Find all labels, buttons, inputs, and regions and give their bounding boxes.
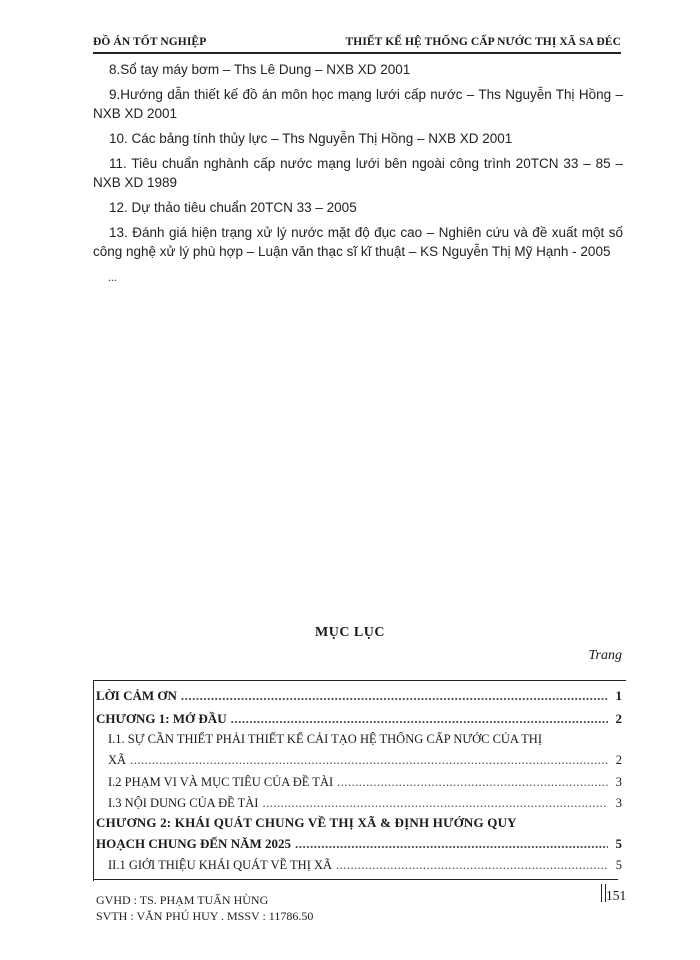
toc-entry-1-2[interactable]: [108, 775, 622, 790]
reference-item: 12. Dự thảo tiêu chuẩn 20TCN 33 – 2005: [109, 200, 357, 215]
toc-title: MỤC LỤC: [315, 625, 385, 640]
toc-entry-chapter-1[interactable]: [96, 711, 622, 727]
toc-entry-label: XÃ: [108, 753, 127, 767]
reference-list: [93, 60, 623, 267]
toc-entry-page: 2: [615, 753, 622, 767]
toc-leader-dots: [337, 775, 608, 790]
toc-entry-page: 2: [615, 711, 622, 726]
toc-entry-1-1-line1[interactable]: I.1. SỰ CẦN THIẾT PHẢI THIẾT KẾ CẢI TẠO HỆ THỐNG CẤP NƯỚC CỦA THỊ: [108, 732, 542, 746]
toc-entry-1-1[interactable]: [108, 753, 622, 768]
toc-leader-dots: [336, 858, 608, 873]
reference-item: 9.Hướng dẫn thiết kế đồ án môn học mạng lưới cấp nước – Ths Nguyễn Thị Hồng – NXB XD 2001: [93, 87, 623, 121]
page-number: 151: [606, 888, 627, 903]
reference-item: 11. Tiêu chuẩn nghành cấp nước mạng lưới bên ngoài công trình 20TCN 33 – 85 – NXB XD 1989: [93, 156, 623, 190]
toc-entry-chapter-2[interactable]: [96, 836, 622, 852]
toc-page-label: Trang: [588, 648, 622, 663]
toc-entry-acknowledgements[interactable]: [96, 688, 622, 704]
toc-entry-page: 5: [615, 836, 622, 851]
toc-entry-1-3[interactable]: [108, 796, 622, 811]
toc-leader-dots: [262, 796, 608, 811]
toc-entry-page: 3: [615, 796, 622, 810]
reference-item: 13. Đánh giá hiện trạng xử lý nước mặt độ đục cao – Nghiên cứu và đề xuất một số công nghệ xử lý phù hợp – Luận văn thạc sĩ kĩ thuật – KS Nguyễn Thị Mỹ Hạnh - 2005: [93, 225, 623, 259]
toc-entry-label: I.3 NỘI DUNG CỦA ĐỀ TÀI: [108, 796, 259, 810]
reference-ellipsis: ...: [108, 270, 117, 284]
toc-entry-page: 1: [615, 688, 622, 703]
header-left-title: ĐỒ ÁN TỐT NGHIỆP: [93, 36, 207, 48]
header-divider: [93, 52, 621, 54]
reference-item: 8.Sổ tay máy bơm – Ths Lê Dung – NXB XD 2001: [109, 62, 411, 77]
header-right-title: THIẾT KẾ HỆ THỐNG CẤP NƯỚC THỊ XÃ SA ĐÉC: [345, 36, 621, 48]
toc-entry-label: CHƯƠNG 1: MỞ ĐẦU: [96, 711, 227, 726]
toc-entry-label: II.1 GIỚI THIỆU KHÁI QUÁT VỀ THỊ XÃ: [108, 858, 333, 872]
page-header: [93, 36, 621, 52]
footer-advisor: GVHD : TS. PHẠM TUẤN HÙNG: [96, 893, 269, 907]
toc-entry-label: I.2 PHẠM VI VÀ MỤC TIÊU CỦA ĐỀ TÀI: [108, 775, 334, 789]
toc-leader-dots: [181, 688, 608, 704]
toc-entry-label: HOẠCH CHUNG ĐẾN NĂM 2025: [96, 836, 291, 851]
page-footer: [96, 892, 313, 924]
toc-frame-bottom-rule: [93, 879, 618, 880]
toc-entry-chapter-2-line1[interactable]: CHƯƠNG 2: KHÁI QUÁT CHUNG VỀ THỊ XÃ & ĐỊNH HƯỚNG QUY: [96, 815, 517, 830]
toc-leader-dots: [231, 711, 608, 727]
toc-leader-dots: [130, 753, 608, 768]
reference-item: 10. Các bảng tính thủy lực – Ths Nguyễn Thị Hồng – NXB XD 2001: [109, 131, 513, 146]
toc-entry-page: 3: [615, 775, 622, 789]
footer-student: SVTH : VĂN PHÚ HUY . MSSV : 11786.50: [96, 909, 314, 923]
toc-entry-2-1[interactable]: [108, 858, 622, 873]
toc-entry-page: 5: [615, 858, 622, 872]
toc-leader-dots: [295, 836, 608, 852]
toc-entry-label: LỜI CẢM ƠN: [96, 688, 177, 703]
